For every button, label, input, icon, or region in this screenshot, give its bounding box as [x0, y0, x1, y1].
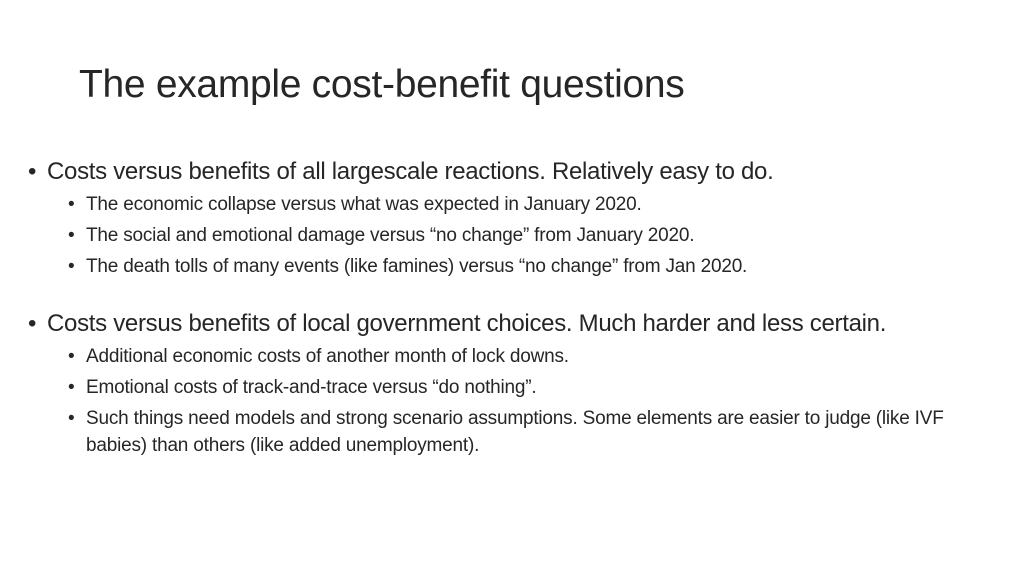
- bullet-section-1: [28, 156, 988, 188]
- sub-bullet-text: The social and emotional damage versus “no change” from January 2020.: [86, 225, 695, 246]
- sub-bullet-1-1: [68, 191, 988, 218]
- sub-bullet-text: The death tolls of many events (like famines) versus “no change” from Jan 2020.: [86, 256, 748, 277]
- section-gap: [28, 280, 988, 308]
- bullet-section-2: [28, 308, 988, 340]
- bullet-icon: •: [68, 194, 75, 215]
- bullet-icon: •: [28, 310, 37, 337]
- sub-bullet-text: Emotional costs of track-and-trace versus “do nothing”.: [86, 377, 537, 398]
- sub-bullet-text: Additional economic costs of another month of lock downs.: [86, 346, 569, 367]
- bullet-text: Costs versus benefits of local government choices. Much harder and less certain.: [47, 310, 887, 337]
- sub-bullet-2-1: [68, 343, 988, 370]
- sub-bullet-1-2: [68, 222, 988, 249]
- slide-title: The example cost-benefit questions: [79, 63, 685, 106]
- sub-bullet-text: Such things need models and strong scenario assumptions. Some elements are easier to judge (like IVF babies) than others (like added unemployment).: [86, 408, 944, 456]
- bullet-text: Costs versus benefits of all largescale reactions. Relatively easy to do.: [47, 158, 774, 185]
- slide-content: [28, 156, 988, 459]
- bullet-icon: •: [68, 346, 75, 367]
- bullet-icon: •: [68, 256, 75, 277]
- sub-bullet-1-3: [68, 253, 988, 280]
- bullet-icon: •: [68, 408, 75, 429]
- sub-bullet-2-2: [68, 374, 988, 401]
- sub-bullet-text: The economic collapse versus what was expected in January 2020.: [86, 194, 642, 215]
- bullet-icon: •: [28, 158, 37, 185]
- bullet-icon: •: [68, 377, 75, 398]
- bullet-icon: •: [68, 225, 75, 246]
- sub-bullet-2-3: [68, 405, 988, 459]
